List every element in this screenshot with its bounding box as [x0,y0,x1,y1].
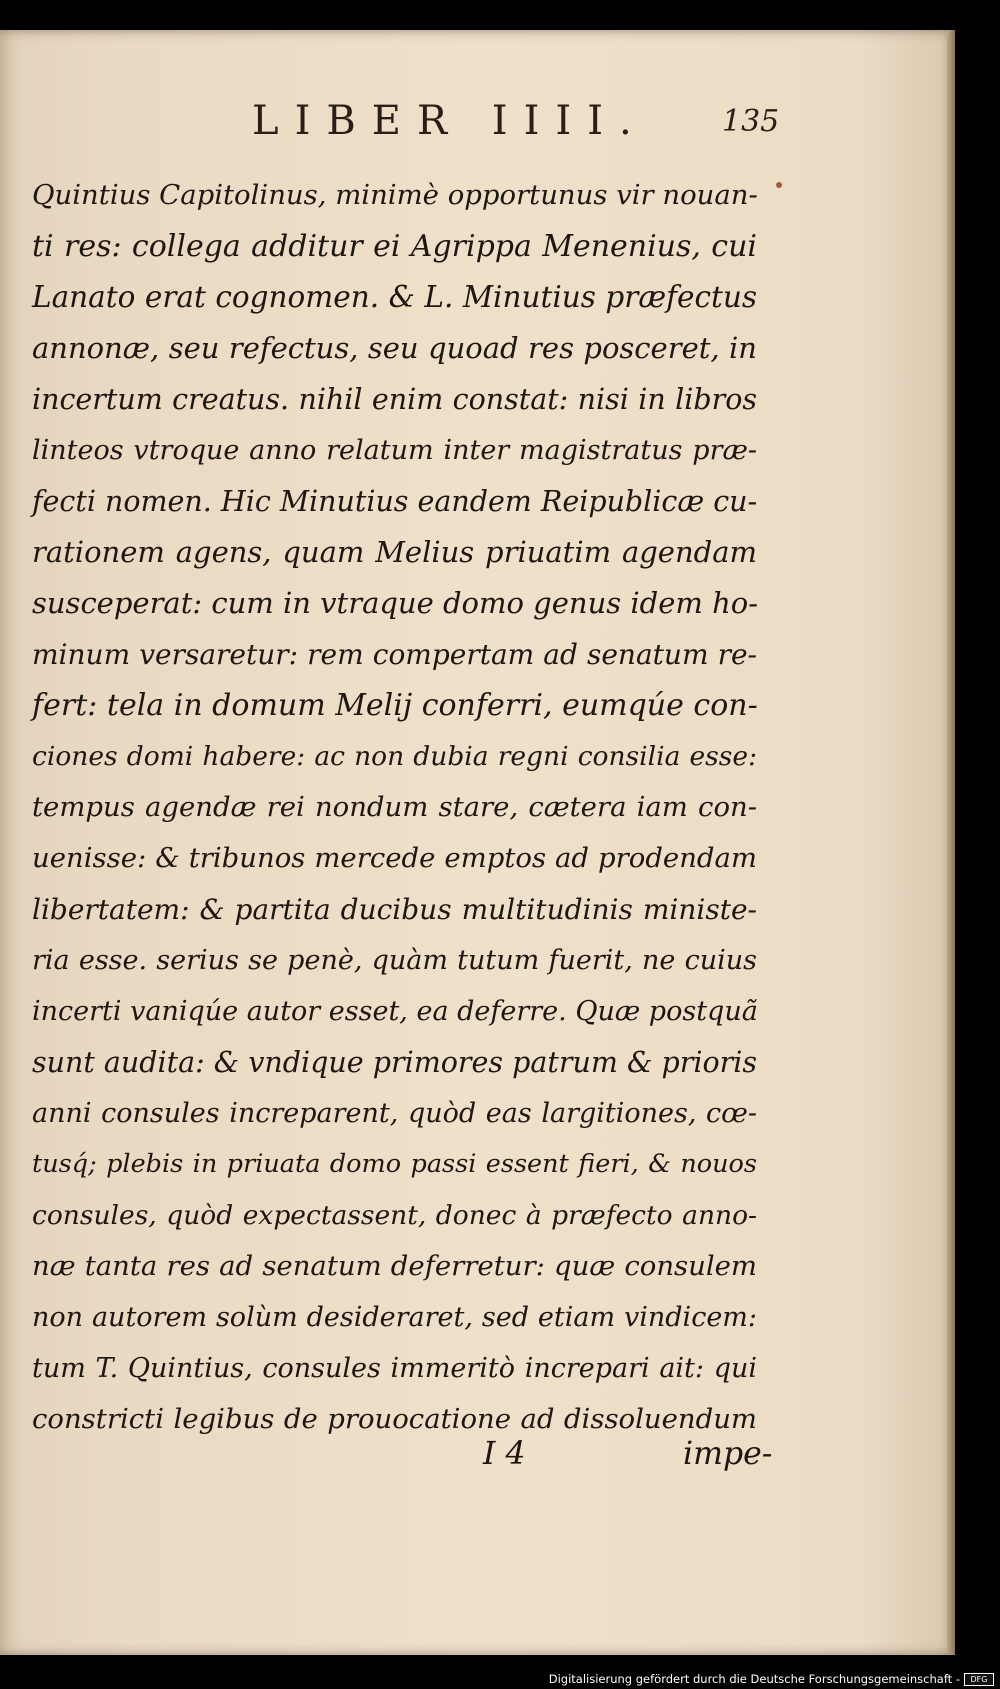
ink-spot [776,182,782,188]
text-line: Lanato erat cognomen. & L. Minutius præfectus [32,280,757,314]
page-edge [947,30,955,1655]
text-line: ria esse. serius se penè, quàm tutum fuerit, ne cuius [32,945,757,976]
running-head [0,98,955,148]
digitization-footer [0,1671,1000,1689]
page-number: 135 [722,104,780,139]
signature-mark: I 4 [483,1436,526,1472]
text-line: constricti legibus de prouocatione ad dissoluendum [32,1403,757,1435]
funding-credit: Digitalisierung gefördert durch die Deutsche Forschungsgemeinschaft - [548,1672,960,1686]
text-line: incertum creatus. nihil enim constat: nisi in libros [32,383,757,416]
text-line: fecti nomen. Hic Minutius eandem Reipublicæ cu- [32,485,758,518]
text-line: annonæ, seu refectus, seu quoad res posceret, in [32,331,757,365]
text-line: minum versaretur: rem compertam ad senatum re- [32,638,757,671]
running-head-title: LIBER IIII. [252,98,648,144]
text-line: ciones domi habere: ac non dubia regni consilia esse: [32,741,757,772]
text-line: ti res: collega additur ei Agrippa Menenius, cui [32,229,757,264]
text-line: susceperat: cum in vtraque domo genus idem ho- [32,586,759,620]
text-line: fert: tela in domum Melij conferri, eumqúe con- [32,688,758,723]
text-line: tusq́; plebis in priuata domo passi essent fieri, & nouos [32,1149,757,1179]
text-line: consules, quòd expectassent, donec à præfecto anno- [32,1200,757,1231]
text-line: uenisse: & tribunos mercede emptos ad prodendam [32,842,757,874]
body-text [32,170,757,1445]
text-line: tempus agendæ rei nondum stare, cætera iam con- [32,791,757,823]
text-line: rationem agens, quam Melius priuatim agendam [32,535,757,569]
text-line: sunt audita: & vndique primores patrum & prioris [32,1046,757,1079]
text-line: linteos vtroque anno relatum inter magistratus præ- [32,435,757,466]
text-line: incerti vaniqúe autor esset, ea deferre. Quæ postquã [32,996,758,1027]
dfg-logo-icon: DFG [964,1673,994,1686]
book-page [0,30,955,1655]
page-foot [0,1428,955,1479]
text-line: non autorem solùm desideraret, sed etiam vindicem: [32,1302,757,1333]
text-line: næ tanta res ad senatum deferretur: quæ consulem [32,1250,757,1282]
text-line: anni consules increparent, quòd eas largitiones, cœ- [32,1098,757,1129]
text-line: Quintius Capitolinus, minimè opportunus vir nouan- [32,179,758,211]
catchword: impe- [683,1436,773,1472]
text-line: tum T. Quintius, consules immeritò increpari ait: qui [32,1353,757,1384]
text-line: libertatem: & partita ducibus multitudinis ministe- [32,893,757,926]
